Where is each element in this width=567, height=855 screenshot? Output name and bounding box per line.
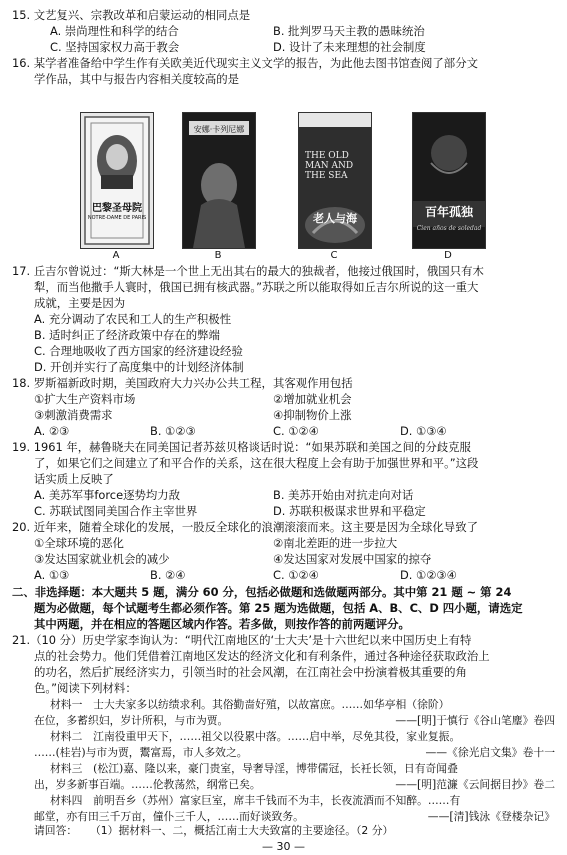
q17-option-c: C. 合理地吸收了西方国家的经济建设经验 (34, 344, 243, 358)
q20-option-c: C. ①②④ (273, 568, 319, 582)
q18-item-2: ②增加就业机会 (273, 392, 352, 406)
book-c-title: 老人与海 (313, 212, 357, 225)
q19-option-b: B. 美苏开始由对抗走向对话 (273, 488, 414, 502)
book-a-subtitle: NOTRE-DAME DE PARIS (87, 215, 147, 221)
q20-option-a: A. ①③ (34, 568, 70, 582)
book-label-b: B (214, 250, 222, 261)
book-c-subtitle: THE OLD MAN AND THE SEA (305, 151, 354, 181)
q19-option-d: D. 苏联积极谋求世界和平稳定 (273, 504, 426, 518)
book-label-d: D (444, 250, 452, 261)
q18-option-b: B. ①②③ (150, 424, 196, 438)
q17-option-b: B. 适时纠正了经济政策中存在的弊端 (34, 328, 220, 342)
q20-option-d: D. ①②③④ (400, 568, 457, 582)
q15-option-c: C. 坚持国家权力高于教会 (50, 40, 180, 54)
q15-option-a: A. 崇尚理性和科学的结合 (50, 24, 179, 38)
q20-option-b: B. ②④ (150, 568, 186, 582)
q20-item-1: ①全球环境的恶化 (34, 536, 124, 550)
book-cover-b (182, 112, 256, 249)
q19-stem-line3: 话实质上反映了 (34, 472, 114, 486)
q17-option-a: A. 充分调动了农民和工人的生产积极性 (34, 312, 232, 326)
q20-item-4: ④发达国家对发展中国家的掠夺 (273, 552, 432, 566)
q16-stem-line1: 16. 某学者准备给中学生作有关欧美近代现实主义文学的报告，为此他去图书馆查阅了部分文 (12, 56, 478, 70)
q21-subquestion-1: （1）据材料一、二，概括江南士大夫致富的主要途径。（2 分） (90, 824, 394, 837)
q17-stem-line2: 犁，而当他撒手人寰时，俄国已拥有核武器。”苏联之所以能取得如丘吉尔所说的这一重大 (34, 280, 479, 294)
material3-line2: 出，岁多新事百端。……伦教荡然，纲常已矣。 (34, 778, 261, 791)
q20-item-3: ③发达国家就业机会的减少 (34, 552, 170, 566)
q18-option-c: C. ①②④ (273, 424, 319, 438)
q17-option-d: D. 开创并实行了高度集中的计划经济体制 (34, 360, 244, 374)
book-d-title: 百年孤独 (424, 205, 473, 219)
material3-source: ——[明]范濂《云间据目抄》卷二 (395, 778, 555, 791)
book-cover-d (412, 112, 486, 249)
q17-stem-line3: 成就，主要是因为 (34, 296, 126, 310)
material4-line1: 材料四 前明吾乡（苏州）富家巨室，席丰千钱而不为丰，长夜流酒而不知醉。……有 (50, 794, 461, 807)
book-d-subtitle: Cien años de soledad (416, 225, 482, 232)
material3-line1: 材料三 (松江)嘉、隆以来，豪门贵室，导奢导淫，博带儒冠，长衽长领，日有奇闻叠 (50, 762, 458, 775)
q21-intro-line1: 21.（10 分）历史学家李询认为：“明代江南地区的‘士大夫’是十六世纪以来中国历史上有特 (12, 633, 472, 647)
material4-source: ——[清]钱泳《登楼杂记》 (427, 810, 555, 823)
material1-line2: 在位，多蓄织妇，岁计所积，与市为贾。 (34, 714, 229, 727)
material2-line2: ……(桂岩)与市为贾，鬻富焉，市人多效之。 (34, 746, 248, 759)
q21-intro-line3: 的功名，然后扩展经济实力，引领当时的社会风潮，在江南社会中扮演着极其重要的角 (34, 665, 467, 679)
q18-item-4: ④抑制物价上涨 (273, 408, 352, 422)
q18-item-3: ③刺激消费需求 (34, 408, 113, 422)
q15-option-d: D. 设计了未来理想的社会制度 (273, 40, 426, 54)
book-label-c: C (330, 250, 338, 261)
material2-line1: 材料二 江南役重甲天下，……祖父以役累中落。……启中举，尽免其役，家业复振。 (50, 730, 461, 743)
book-b-title: 安娜·卡列尼娜 (193, 125, 245, 134)
book-label-a: A (112, 250, 120, 261)
q15-option-b: B. 批判罗马天主教的愚昧统治 (273, 24, 425, 38)
section2-line3: 其中两题，并在相应的答题区域内作答。若多做，则按作答的前两题评分。 (34, 617, 410, 631)
q17-stem-line1: 17. 丘吉尔曾说过：“斯大林是一个世上无出其右的最大的独裁者，他接过俄国时，俄国只有木 (12, 264, 484, 278)
q18-stem: 18. 罗斯福新政时期，美国政府大力兴办公共工程，其客观作用包括 (12, 376, 353, 390)
q15-stem: 15. 文艺复兴、宗教改革和启蒙运动的相同点是 (12, 8, 251, 22)
page-number: — 30 — (262, 840, 305, 853)
q18-option-d: D. ①③④ (400, 424, 447, 438)
q18-item-1: ①扩大生产资料市场 (34, 392, 136, 406)
material1-line1: 材料一 士大夫家多以纺绩求利。其俗勤啬好殖，以故富庶。……如华亭相（徐阶） (50, 698, 450, 711)
material4-line2: 邮堂，亦有田三千万亩，僮仆三千人，……而好谈致务。 (34, 810, 304, 823)
q21-ask: 请回答： (34, 824, 78, 837)
q21-intro-line4: 色。”阅读下列材料： (34, 681, 137, 695)
book-a-title: 巴黎圣母院 (92, 203, 142, 214)
book-cover-a (80, 112, 154, 249)
section2-line1: 二、非选择题：本大题共 5 题，满分 60 分，包括必做题和选做题两部分。其中第 21 题 ~ 第 24 (12, 585, 512, 599)
q18-option-a: A. ②③ (34, 424, 70, 438)
q20-stem: 20. 近年来，随着全球化的发展，一股反全球化的浪潮滚滚而来。这主要是因为全球化导致了 (12, 520, 478, 534)
material1-source: ——[明]于慎行《谷山笔麈》卷四 (395, 714, 555, 727)
q20-item-2: ②南北差距的进一步拉大 (273, 536, 398, 550)
q19-option-a: A. 美苏军事force逐势均力敌 (34, 488, 181, 502)
q19-stem-line2: 了，如果它们之间建立了和平合作的关系，这在很大程度上会有助于加强世界和平。”这段 (34, 456, 479, 470)
section2-line2: 题为必做题，每个试题考生都必须作答。第 25 题为选做题，包括 A、B、C、D 四小题，请选定 (34, 601, 523, 615)
q19-option-c: C. 苏联试图同美国合作主宰世界 (34, 504, 198, 518)
q16-stem-line2: 学作品，其中与报告内容相关度较高的是 (34, 72, 240, 86)
q19-stem-line1: 19. 1961 年，赫鲁晓夫在同美国记者苏兹贝格谈话时说：“如果苏联和美国之间的分歧克服 (12, 440, 471, 454)
q21-intro-line2: 点的社会势力。他们凭借着江南地区发达的经济文化和有利条件，通过各种途径获取政治上 (34, 649, 490, 663)
material2-source: ——《徐光启文集》卷十一 (425, 746, 555, 759)
book-cover-c (298, 112, 372, 249)
